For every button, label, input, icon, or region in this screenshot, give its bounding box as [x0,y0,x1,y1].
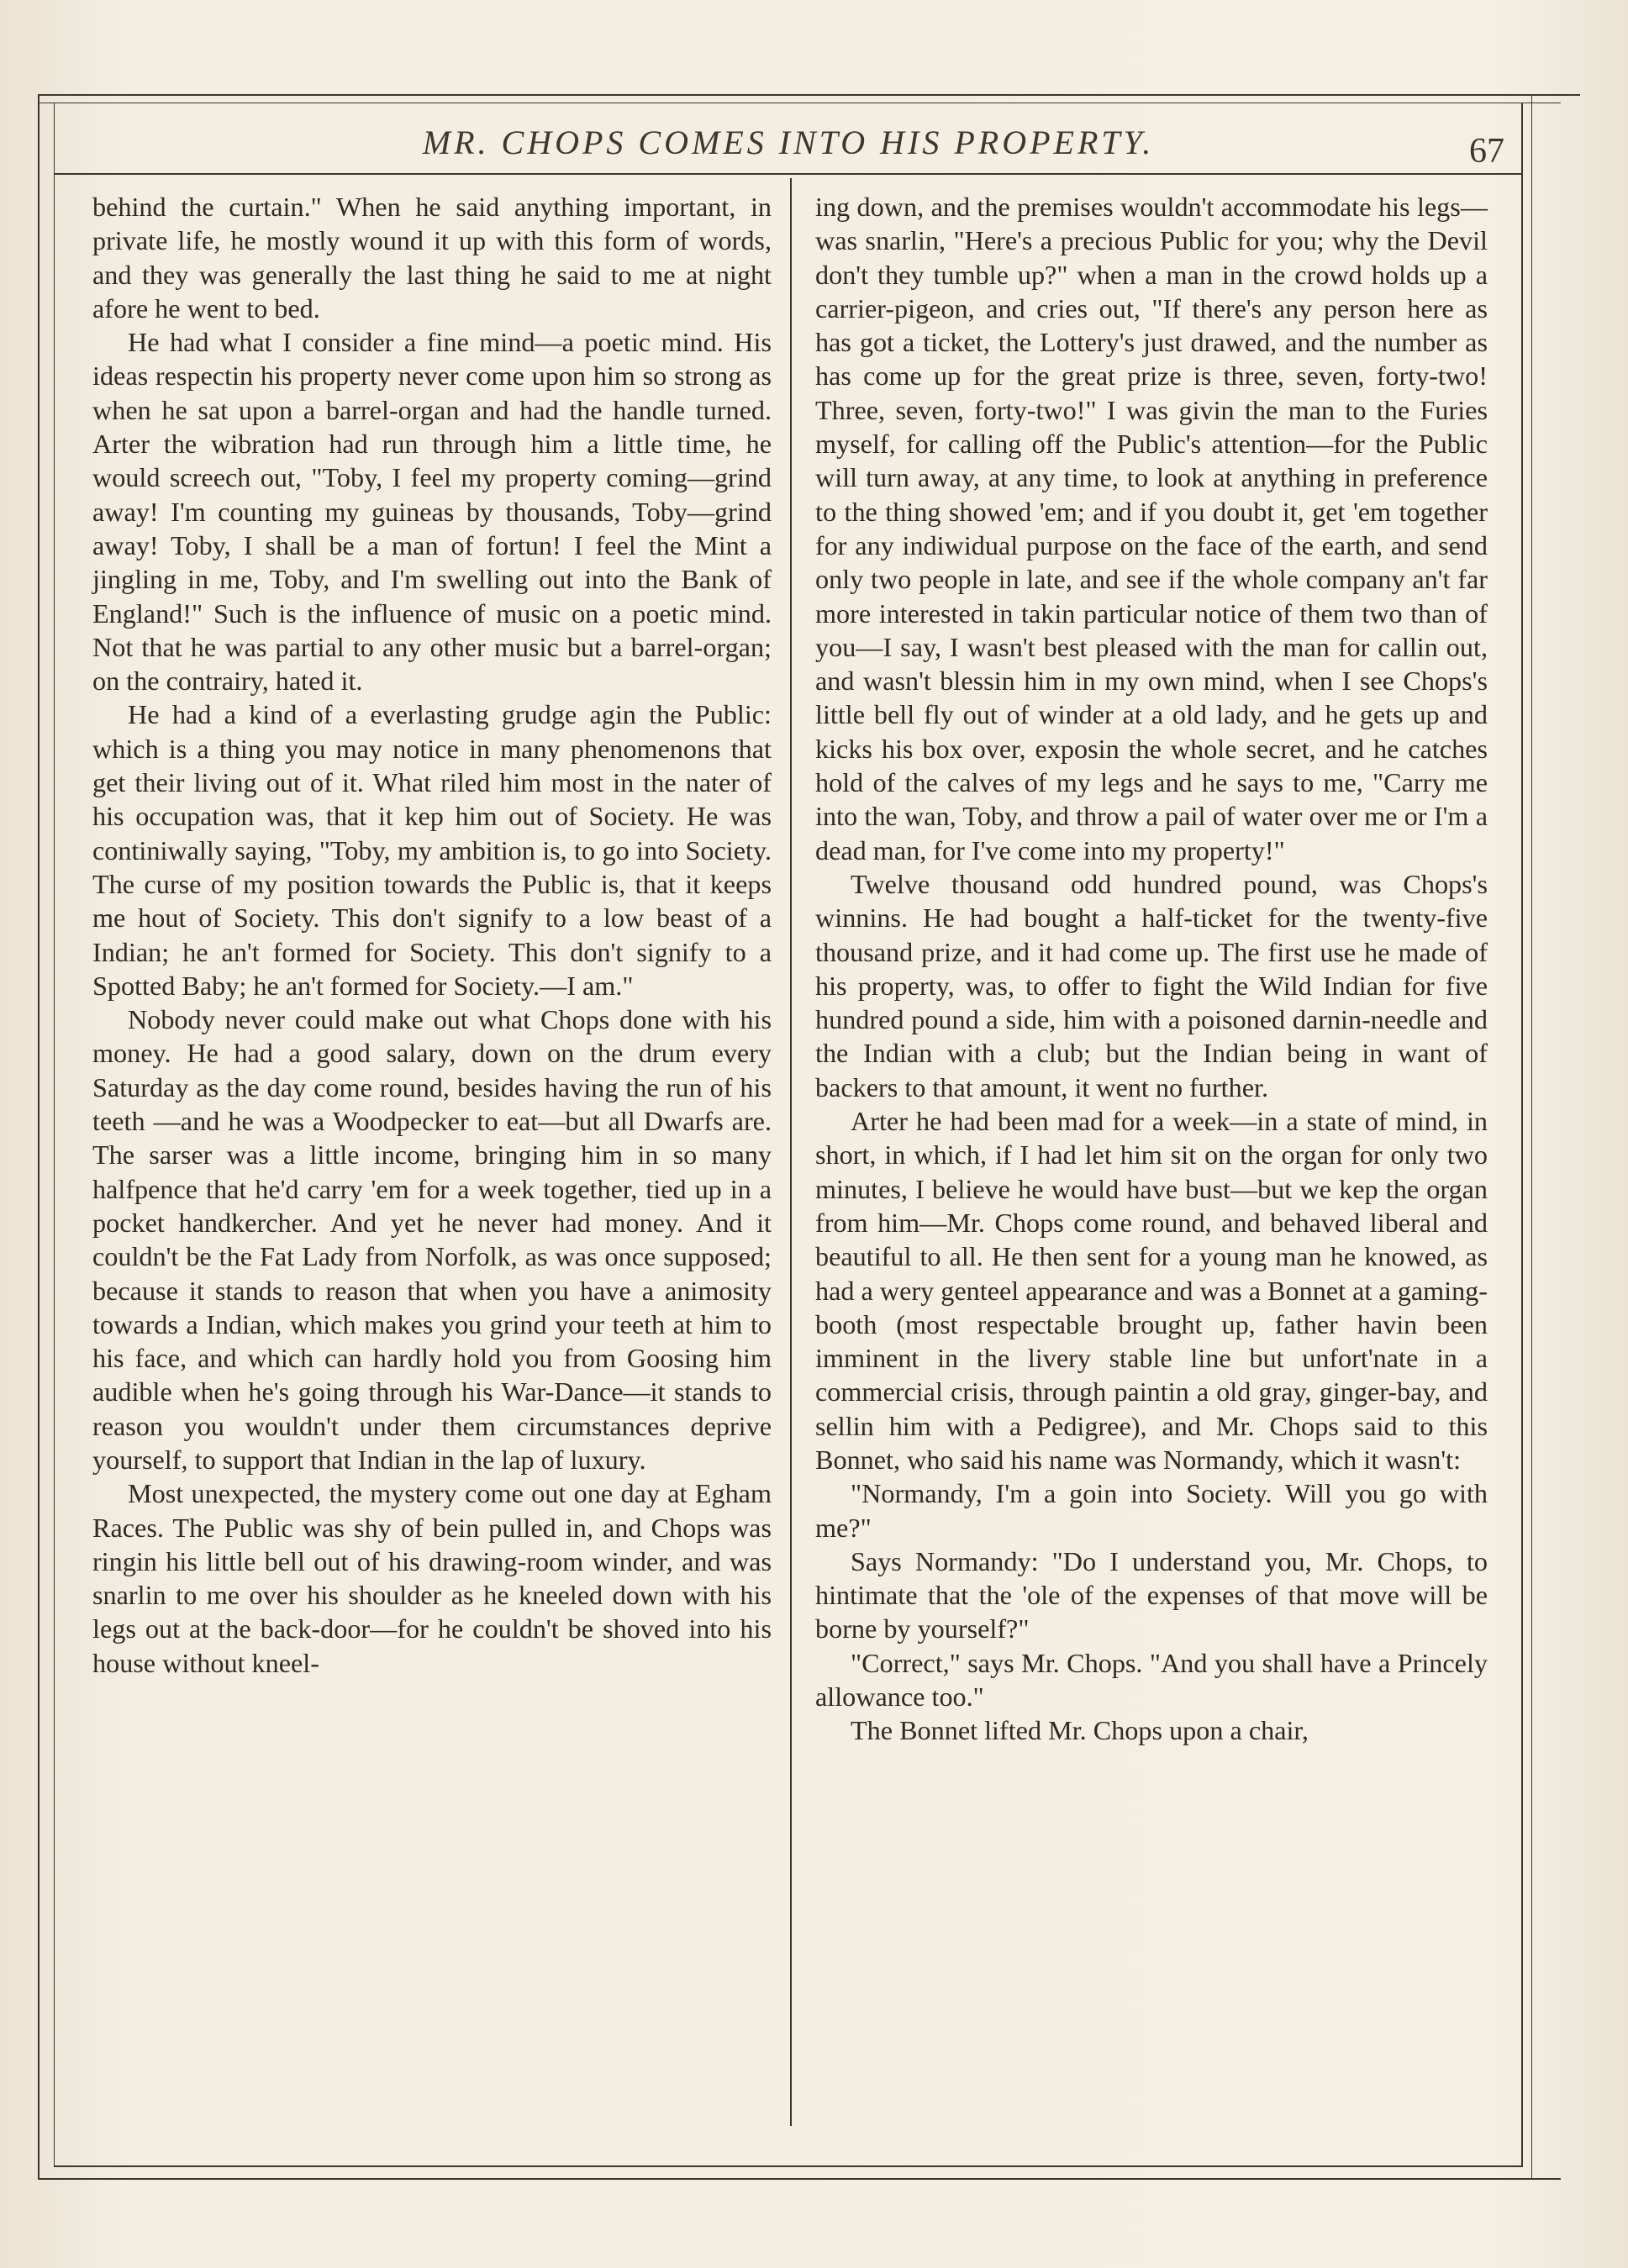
outer-border-right [1531,94,1532,2178]
paragraph: "Normandy, I'm a goin into Society. Will you go with me?" [815,1478,1488,1543]
paragraph: behind the curtain." When he said anything important, in private life, he mostly wound it up with this form of words, and they was generally the last thing he said to me at night afore he went to bed. [92,192,772,324]
paragraph: Says Normandy: "Do I understand you, Mr. Chops, to hintimate that the 'ole of the expenses of that move will be borne by yourself?" [815,1545,1488,1644]
paragraph: The Bonnet lifted Mr. Chops upon a chair, [851,1715,1309,1746]
paragraph: Nobody never could make out what Chops done with his money. He had a good salary, down on the drum every Saturday as the day come round, besides having the run of his teeth —and he was a Woodpecker to eat—but all Dwarfs are. The sarser was a little income, bringing him in so many halfpence that he'd carry 'em for a week together, tied up in a pocket handkercher. And yet he never had money. And it couldn't be the Fat Lady from Norfolk, as was once supposed; because it stands to reason that when you have a animosity towards a Indian, which makes you grind your teeth at him to his face, and which can hardly hold you from Goosing him audible when he's going through his War-Dance—it stands to reason you wouldn't under them circumstances deprive yourself, to support that Indian in the lap of luxury. [92,1004,772,1475]
left-column [92,190,772,1680]
paragraph: Twelve thousand odd hundred pound, was Chops's winnins. He had bought a half-ticket for the twenty-five thousand prize, and it had come up. The first use he made of his property, was, to offer to fight the Wild Indian for five hundred pound a side, him with a poisoned darnin-needle and the Indian with a club; but the Indian being in want of backers to that amount, it went no further. [815,868,1488,1102]
paragraph: Arter he had been mad for a week—in a state of mind, in short, in which, if I had let him sit on the organ for only two minutes, I believe he would have bust—but we kep the organ from him—Mr. Chops come round, and behaved liberal and beautiful to all. He then sent for a young man he knowed, as had a wery genteel appearance and was a Bonnet at a gaming-booth (most respectable brought up, father havin been imminent in the livery stable line but unfort'nate in a commercial crisis, through paintin a old gray, ginger-bay, and sellin him with a Pedigree), and Mr. Chops said to this Bonnet, who said his name was Normandy, which it wasn't: [815,1106,1488,1475]
running-head: MR. CHOPS COMES INTO HIS PROPERTY. [422,124,1155,161]
inner-border-left [54,103,55,2165]
paragraph: "Correct," says Mr. Chops. "And you shall have a Princely allowance too." [815,1647,1488,1713]
paragraph: He had a kind of a everlasting grudge agin the Public: which is a thing you may notice in many phenomenons that get their living out of it. What riled him most in the nater of his occupation was, that it kep him out of Society. He was continiwally saying, "Toby, my ambition is, to go into Society. The curse of my position towards the Public is, that it keeps me hout of Society. This don't signify to a low beast of a Indian; he an't formed for Society. This don't signify to a Spotted Baby; he an't formed for Society.—I am." [92,699,772,1001]
right-column [815,190,1488,1748]
outer-border-top [38,94,1580,96]
paragraph: He had what I consider a fine mind—a poetic mind. His ideas respectin his property never come upon him so strong as when he sat upon a barrel-organ and had the handle turned. Arter the wibration had run through him a little time, he would screech out, "Toby, I feel my property coming—grind away! I'm counting my guineas by thousands, Toby—grind away! Toby, I shall be a man of fortun! I feel the Mint a jingling in me, Toby, and I'm swelling out into the Bank of England!" Such is the influence of music on a poetic mind. Not that he was partial to any other music but a barrel-organ; on the contrairy, hated it. [92,327,772,697]
page-number: 67 [1469,132,1504,171]
inner-border-bottom [54,2165,1523,2167]
outer-border-left [38,94,40,2178]
column-divider [790,178,792,2126]
paragraph: ing down, and the premises wouldn't accommodate his legs—was snarlin, "Here's a precious Public for you; why the Devil don't they tumble up?" when a man in the crowd holds up a carrier-pigeon, and cries out, "If there's any person here as has got a ticket, the Lottery's just drawed, and the number as has come up for the great prize is three, seven, forty-two! Three, seven, forty-two!" I was givin the man to the Furies myself, for calling off the Public's attention—for the Public will turn away, at any time, to look at anything in preference to the thing showed 'em; and if you doubt it, get 'em together for any indiwidual purpose on the face of the earth, and send only two people in late, and see if the whole company an't far more interested in takin particular notice of them two than of you—I say, I wasn't best pleased with the man for callin out, and wasn't blessin him in my own mind, when I see Chops's little bell fly out of winder at a old lady, and he gets up and kicks his box over, exposin the whole secret, and he catches hold of the calves of my legs and he says to me, "Carry me into the wan, Toby, and throw a pail of water over me or I'm a dead man, for I've come into my property!" [815,192,1488,866]
header-rule [54,173,1523,175]
inner-border-right [1521,103,1523,2165]
paragraph: Most unexpected, the mystery come out one day at Egham Races. The Public was shy of bein pulled in, and Chops was ringin his little bell out of his drawing-room winder, and was snarlin to me over his shoulder as he kneeled down with his legs out at the back-door—for he couldn't be shoved into his house without kneel- [92,1478,772,1678]
outer-border-bottom [38,2178,1561,2180]
